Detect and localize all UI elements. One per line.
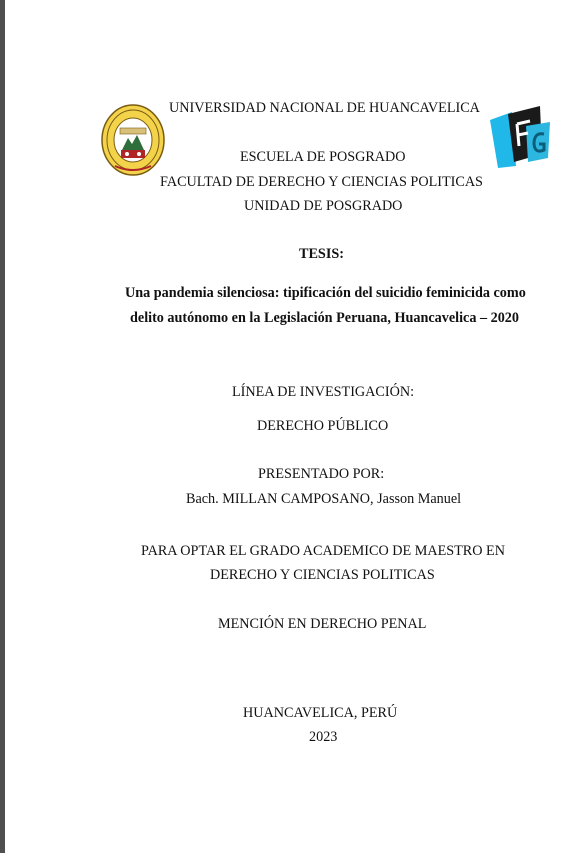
author-name: Bach. MILLAN CAMPOSANO, Jasson Manuel — [186, 491, 462, 507]
thesis-title-line-1: Una pandemia silenciosa: tipificación del suicidio feminicida como — [125, 285, 526, 301]
school-name: ESCUELA DE POSGRADO — [240, 149, 406, 165]
thesis-title-line-2: delito autónomo en la Legislación Peruana, Huancavelica – 2020 — [130, 310, 519, 326]
research-line-heading: LÍNEA DE INVESTIGACIÓN: — [232, 384, 415, 400]
presented-by-heading: PRESENTADO POR: — [258, 466, 385, 482]
degree-line-1: PARA OPTAR EL GRADO ACADEMICO DE MAESTRO EN — [141, 543, 505, 559]
thesis-heading: TESIS: — [299, 246, 344, 262]
research-line-value: DERECHO PÚBLICO — [257, 418, 389, 434]
unit-name: UNIDAD DE POSGRADO — [244, 198, 403, 214]
faculty-name: FACULTAD DE DERECHO Y CIENCIAS POLITICAS — [160, 174, 483, 190]
university-seal-icon — [101, 104, 165, 176]
mention-text: MENCIÓN EN DERECHO PENAL — [218, 616, 427, 632]
university-name: UNIVERSIDAD NACIONAL DE HUANCAVELICA — [169, 100, 480, 116]
document-page — [5, 0, 574, 853]
degree-line-2: DERECHO Y CIENCIAS POLITICAS — [210, 567, 435, 583]
place-text: HUANCAVELICA, PERÚ — [243, 705, 398, 721]
faculty-logo-icon — [490, 106, 550, 168]
year-text: 2023 — [309, 729, 338, 745]
